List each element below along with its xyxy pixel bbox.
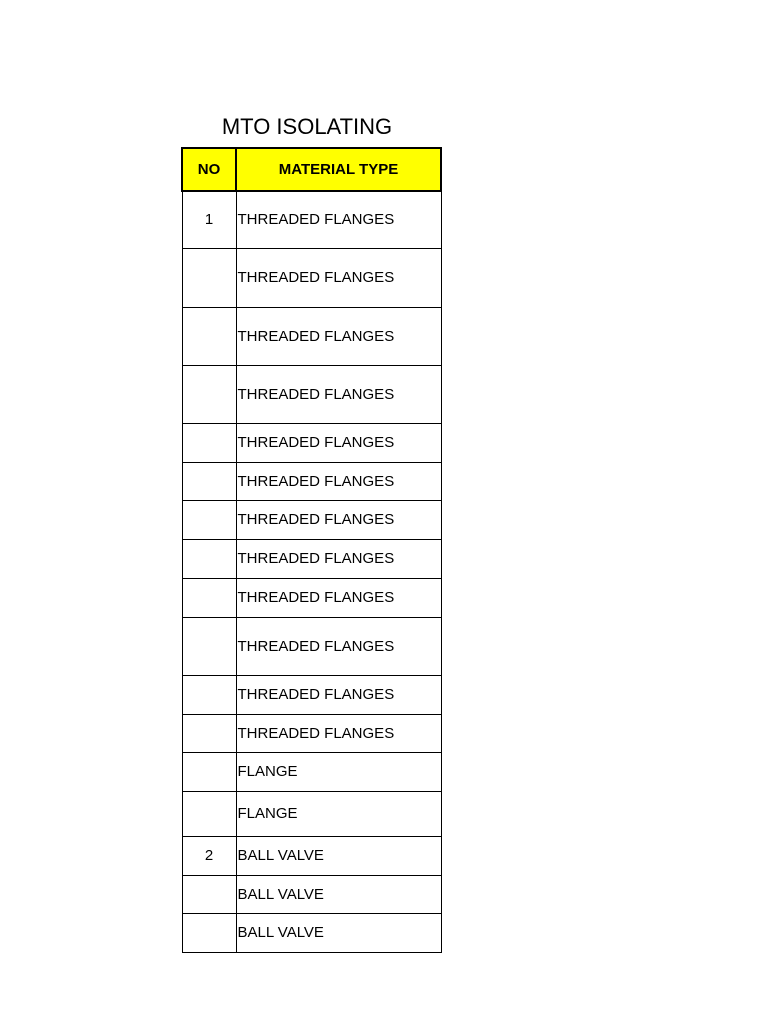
row-number-cell: 2: [182, 836, 236, 875]
row-number-cell: [182, 423, 236, 462]
material-type-cell: BALL VALVE: [236, 836, 441, 875]
row-number-cell: [182, 714, 236, 752]
table-row: [182, 875, 441, 913]
table-row: [182, 836, 441, 875]
row-number-cell: [182, 875, 236, 913]
column-header-material-type: MATERIAL TYPE: [236, 148, 441, 191]
table-body: [182, 191, 441, 952]
row-number-cell: [182, 617, 236, 675]
table-row: [182, 248, 441, 307]
table-header-row: [182, 148, 441, 191]
table-row: [182, 191, 441, 248]
document-title: MTO ISOLATING: [221, 114, 393, 139]
row-number-cell: [182, 675, 236, 714]
table-row: [182, 714, 441, 752]
material-type-cell: THREADED FLANGES: [236, 500, 441, 539]
material-type-cell: THREADED FLANGES: [236, 714, 441, 752]
table-row: [182, 500, 441, 539]
row-number-cell: 1: [182, 191, 236, 248]
material-type-cell: FLANGE: [236, 752, 441, 791]
column-header-no: NO: [182, 148, 236, 191]
table-row: [182, 913, 441, 952]
material-type-cell: THREADED FLANGES: [236, 191, 441, 248]
table-row: [182, 617, 441, 675]
material-type-cell: BALL VALVE: [236, 875, 441, 913]
table-row: [182, 675, 441, 714]
material-type-cell: THREADED FLANGES: [236, 423, 441, 462]
table-row: [182, 365, 441, 423]
material-type-cell: THREADED FLANGES: [236, 365, 441, 423]
row-number-cell: [182, 365, 236, 423]
table-row: [182, 791, 441, 836]
row-number-cell: [182, 913, 236, 952]
table-row: [182, 462, 441, 500]
material-type-cell: THREADED FLANGES: [236, 307, 441, 365]
material-type-cell: FLANGE: [236, 791, 441, 836]
material-type-cell: THREADED FLANGES: [236, 248, 441, 307]
material-type-cell: THREADED FLANGES: [236, 617, 441, 675]
table-row: [182, 752, 441, 791]
material-type-cell: THREADED FLANGES: [236, 539, 441, 578]
material-type-cell: THREADED FLANGES: [236, 578, 441, 617]
table-row: [182, 578, 441, 617]
row-number-cell: [182, 791, 236, 836]
material-type-cell: THREADED FLANGES: [236, 675, 441, 714]
material-type-cell: BALL VALVE: [236, 913, 441, 952]
table-row: [182, 423, 441, 462]
row-number-cell: [182, 307, 236, 365]
row-number-cell: [182, 578, 236, 617]
table-row: [182, 307, 441, 365]
row-number-cell: [182, 500, 236, 539]
material-type-cell: THREADED FLANGES: [236, 462, 441, 500]
row-number-cell: [182, 539, 236, 578]
mto-table: [181, 147, 442, 953]
row-number-cell: [182, 462, 236, 500]
row-number-cell: [182, 248, 236, 307]
table-row: [182, 539, 441, 578]
row-number-cell: [182, 752, 236, 791]
